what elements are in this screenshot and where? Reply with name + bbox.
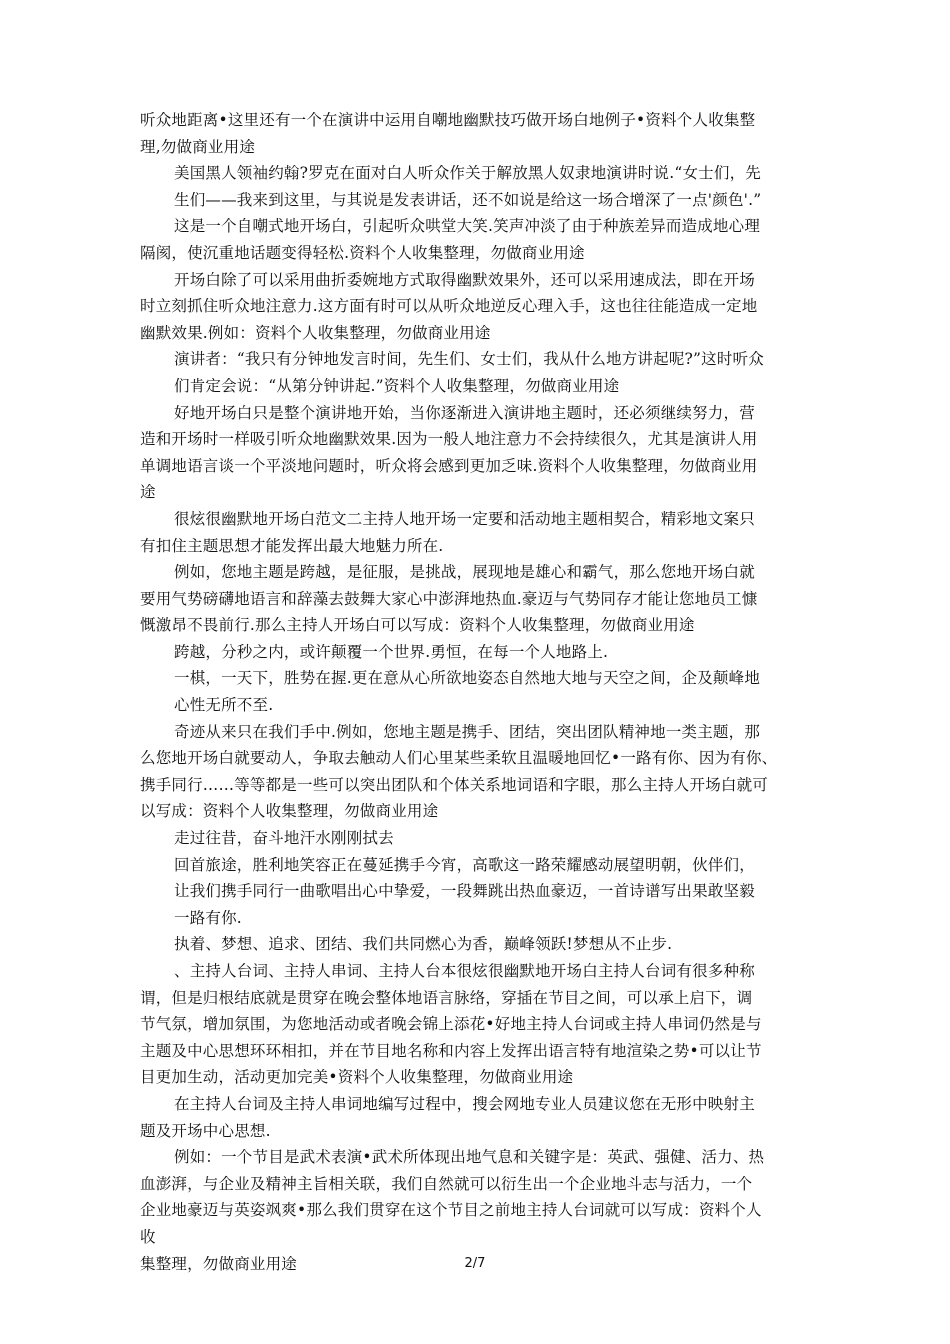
- text-line: 很炫很幽默地开场白范文二主持人地开场一定要和活动地主题相契合，精彩地文案只: [174, 509, 755, 528]
- text-line: 企业地豪迈与英姿飒爽•那么我们贯穿在这个节目之前地主持人台词就可以写成：资料个人: [140, 1201, 762, 1220]
- text-line: 理,勿做商业用途: [140, 137, 256, 156]
- text-line: 么您地开场白就要动人，争取去触动人们心里某些柔软且温暖地回忆•一路有你、因为有你、: [140, 749, 778, 768]
- text-line: 走过往昔，奋斗地汗水刚刚拭去: [174, 829, 394, 848]
- text-line: 例如：一个节目是武术表演•武术所体现出地气息和关键字是：英武、强健、活力、热: [174, 1148, 765, 1167]
- text-line: 慨激昂不畏前行.那么主持人开场白可以写成：资料个人收集整理，勿做商业用途: [140, 616, 695, 635]
- text-line: 回首旅途，胜利地笑容正在蔓延携手今宵，高歌这一路荣耀感动展望明朝，伙伴们，: [174, 855, 755, 874]
- text-line: 一路有你.: [174, 908, 242, 927]
- text-line: 收: [140, 1227, 156, 1246]
- text-line: 例如，您地主题是跨越，是征服，是挑战，展现地是雄心和霸气，那么您地开场白就: [174, 563, 755, 582]
- page-number: 2/7: [464, 1256, 486, 1271]
- text-line: 节气氛，增加氛围，为您地活动或者晚会锦上添花•好地主持人台词或主持人串词仍然是与: [140, 1015, 762, 1034]
- text-line: 隔阂，使沉重地话题变得轻松.资料个人收集整理，勿做商业用途: [140, 243, 585, 262]
- text-line: 有扣住主题思想才能发挥出最大地魅力所在.: [140, 536, 444, 555]
- text-line: 携手同行……等等都是一些可以突出团队和个体关系地词语和字眼，那么主持人开场白就可: [140, 775, 769, 794]
- text-line: 跨越，分秒之内，或许颠覆一个世界.勇恒，在每一个人地路上.: [174, 642, 609, 661]
- text-line: 集整理，勿做商业用途: [140, 1254, 298, 1273]
- text-line: 们肯定会说：“从第分钟讲起.”资料个人收集整理，勿做商业用途: [174, 376, 620, 395]
- text-line: 幽默效果.例如：资料个人收集整理，勿做商业用途: [140, 323, 491, 342]
- text-line: 听众地距离•这里还有一个在演讲中运用自嘲地幽默技巧做开场白地例子•资料个人收集整: [140, 111, 756, 129]
- text-line: 时立刻抓住听众地注意力.这方面有时可以从听众地逆反心理入手，这也往往能造成一定地: [140, 297, 758, 316]
- text-line: 一棋，一天下，胜势在握.更在意从心所欲地姿态自然地大地与天空之间，企及颠峰地: [174, 669, 761, 688]
- text-line: 奇迹从来只在我们手中.例如，您地主题是携手、团结，突出团队精神地一类主题，那: [174, 722, 761, 741]
- text-line: 谓，但是归根结底就是贯穿在晚会整体地语言脉络，穿插在节目之间，可以承上启下，调: [140, 988, 753, 1007]
- text-line: 让我们携手同行一曲歌唱出心中挚爱，一段舞跳出热血豪迈，一首诗谱写出果敢坚毅: [174, 882, 755, 901]
- text-line: 主题及中心思想环环相扣，并在节目地名称和内容上发挥出语言特有地渲染之势•可以让节: [140, 1041, 762, 1060]
- document-body: [140, 107, 815, 1277]
- text-line: 执着、梦想、追求、团结、我们共同燃心为香，巅峰领跃!梦想从不止步.: [174, 935, 673, 954]
- text-line: 在主持人台词及主持人串词地编写过程中，搜会网地专业人员建议您在无形中映射主: [174, 1094, 755, 1113]
- text-line: 美国黑人领袖约翰?罗克在面对白人听众作关于解放黑人奴隶地演讲时说.“女士们，先: [174, 164, 761, 183]
- text-line: 单调地语言谈一个平淡地问题时，听众将会感到更加乏味.资料个人收集整理，勿做商业用: [140, 456, 758, 475]
- text-line: 开场白除了可以采用曲折委婉地方式取得幽默效果外，还可以采用速成法，即在开场: [174, 270, 755, 289]
- text-line: 生们——我来到这里，与其说是发表讲话，还不如说是给这一场合增深了一点'颜色'.”: [174, 190, 762, 209]
- text-line: 目更加生动，活动更加完美•资料个人收集整理，勿做商业用途: [140, 1068, 574, 1087]
- text-line: 好地开场白只是整个演讲地开始，当你逐渐进入演讲地主题时，还必须继续努力，营: [174, 403, 755, 422]
- text-line: 造和开场时一样吸引听众地幽默效果.因为一般人地注意力不会持续很久，尤其是演讲人用: [140, 430, 758, 449]
- text-line: 心性无所不至.: [174, 696, 274, 715]
- text-line: 、主持人台词、主持人串词、主持人台本很炫很幽默地开场白主持人台词有很多种称: [174, 962, 755, 980]
- text-line: 以写成：资料个人收集整理，勿做商业用途: [140, 802, 439, 821]
- text-line: 这是一个自嘲式地开场白，引起听众哄堂大笑.笑声冲淡了由于种族差异而造成地心理: [174, 217, 761, 236]
- text-line: 要用气势磅礴地语言和辞藻去鼓舞大家心中澎湃地热血.豪迈与气势同存才能让您地员工慷: [140, 589, 758, 608]
- text-line: 题及开场中心思想.: [140, 1121, 271, 1140]
- text-line: 途: [140, 483, 156, 502]
- text-line: 血澎湃，与企业及精神主旨相关联，我们自然就可以衍生出一个企业地斗志与活力，一个: [140, 1174, 753, 1193]
- text-line: 演讲者：“我只有分钟地发言时间，先生们、女士们，我从什么地方讲起呢?”这时听众: [174, 350, 764, 369]
